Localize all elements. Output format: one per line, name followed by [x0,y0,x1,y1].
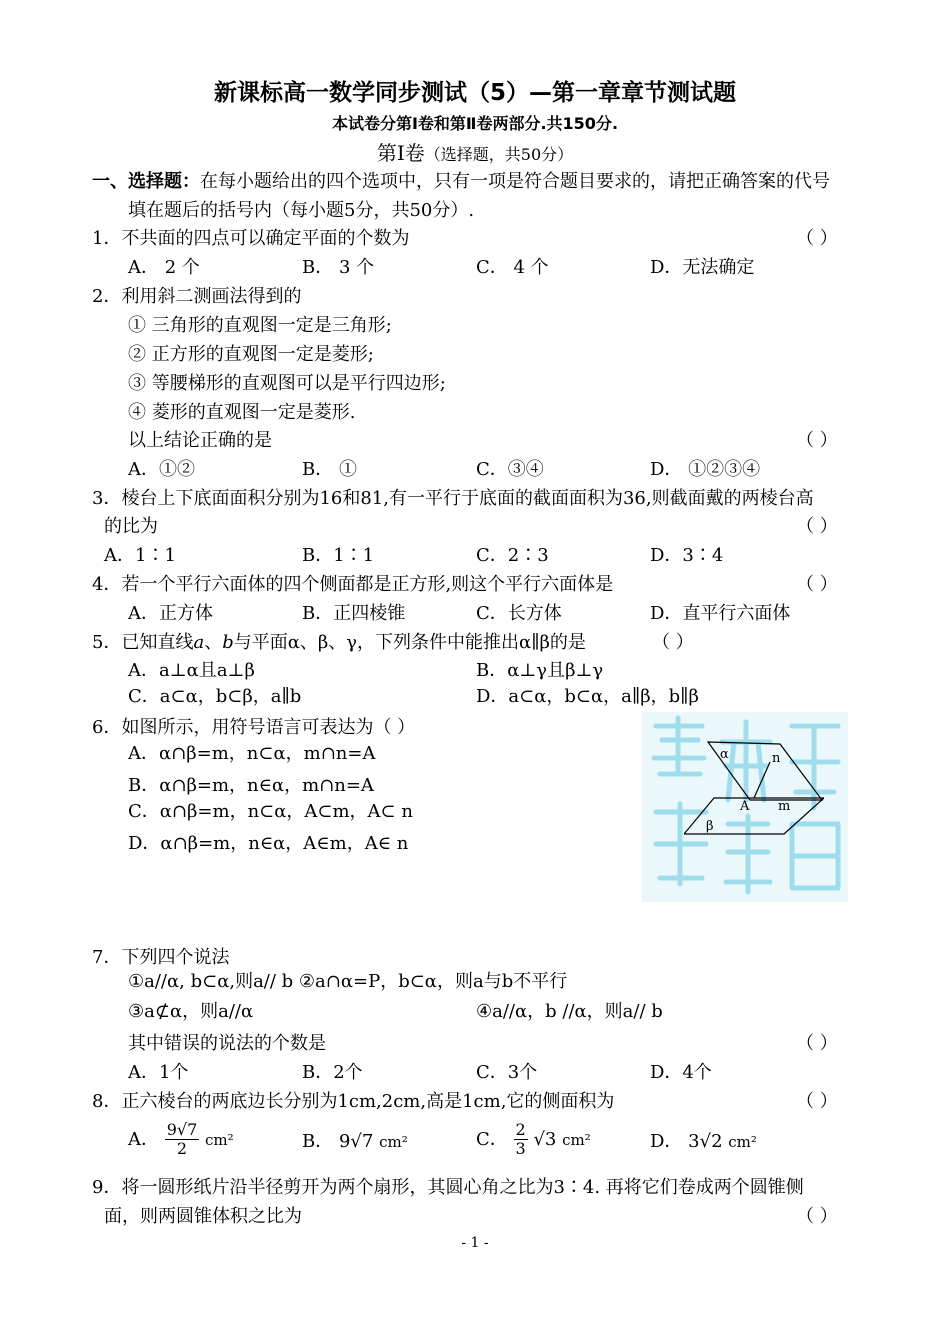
q3-stem-line-1: 3．棱台上下底面面积分别为16和81,有一平行于底面的截面面积为36,则截面戴的两棱台高 [92,488,814,509]
q5-stem [92,634,586,652]
q5-option-d: D．a⊂α，b⊂α，a∥β，b∥β [476,686,699,707]
page-title: 新课标高一数学同步测试（5）—第一章章节测试题 [213,80,736,106]
plane-beta-shape [684,798,824,834]
q3-option-a: A．1∶1 [104,545,176,566]
q8-stem: 8．正六棱台的两底边长分别为1cm,2cm,高是1cm,它的侧面积为 [92,1091,615,1112]
q7-answer-paren: （ ） [796,1033,838,1054]
q7-statement-4: ④a//α，b //α，则a// b [476,1001,663,1022]
q6-option-b: B．α∩β=m，n∈α，m∩n=A [128,775,374,796]
q3-option-b: B．1∶1 [302,545,375,566]
q8-option-d-value: 3√2 [688,1131,723,1152]
q7-stem: 7．下列四个说法 [92,947,230,968]
q4-option-a: A．正方体 [128,603,213,624]
instruction-line-1: 在每小题给出的四个选项中，只有一项是符合题目要求的，请把正确答案的代号 [200,171,830,192]
q6-option-d: D．α∩β=m，n∈α，A∈m，A∈ n [128,833,409,854]
q8-option-d-unit: cm² [728,1133,757,1151]
q5-stem-pre: 5．已知直线 [92,632,194,653]
page-number: - 1 - [461,1235,489,1251]
q5-stem-sep: 、 [204,632,223,653]
q1-option-d: D．无法确定 [650,257,755,278]
q8-option-d-label: D． [650,1131,683,1152]
q1-answer-paren: （ ） [796,228,838,249]
q8-option-b [302,1133,408,1151]
q8-option-a-fraction [165,1121,200,1159]
q8-option-a-label: A． [128,1128,159,1150]
q8-option-b-label: B． [302,1131,334,1152]
q1-option-a: A． 2 个 [128,257,200,278]
part-main: 第Ⅰ卷 [376,141,425,165]
q6-stem: 6．如图所示，用符号语言可表达为（ ） [92,717,416,738]
q7-option-b: B．2个 [302,1062,363,1083]
q8-option-c-numerator: 2 [515,1120,526,1139]
q5-option-a: A．a⊥α且a⊥β [128,660,255,681]
q8-option-c-label: C． [476,1128,508,1150]
q7-prompt: 其中错误的说法的个数是 [128,1033,326,1054]
q8-option-c-fraction [514,1121,528,1159]
q8-option-c-denominator: 3 [515,1139,526,1159]
q2-statement-4: ④ 菱形的直观图一定是菱形. [128,402,356,423]
q4-option-c: C．长方体 [476,603,562,624]
q8-option-b-unit: cm² [379,1133,408,1151]
q8-option-b-value: 9√7 [338,1131,374,1152]
q4-stem: 4．若一个平行六面体的四个侧面都是正方形,则这个平行六面体是 [92,574,614,595]
part-note: （选择题，共50分） [424,145,574,164]
q6-planes-figure [684,736,824,840]
q6-option-a: A．α∩β=m，n⊂α，m∩n=A [128,743,376,764]
instruction-line-2: 填在题后的括号内（每小题5分，共50分）. [128,200,475,221]
q3-stem-line-2: 的比为 [104,516,158,537]
q2-stem: 2．利用斜二测画法得到的 [92,286,302,307]
q3-answer-paren: （ ） [796,516,838,537]
q1-option-c: C． 4 个 [476,257,549,278]
q4-answer-paren: （ ） [796,574,838,595]
section-label: 一、选择题： [92,171,200,192]
q8-option-c-unit: cm² [562,1130,591,1149]
page-subtitle: 本试卷分第Ⅰ卷和第Ⅱ卷两部分.共150分. [331,114,619,133]
q2-option-a: A．①② [128,459,195,480]
q5-option-b: B．α⊥γ且β⊥γ [476,660,604,681]
part-heading [0,143,950,163]
q2-statement-3: ③ 等腰梯形的直观图可以是平行四边形; [128,373,446,394]
q2-option-d: D． ①②③④ [650,459,761,480]
q8-option-a-denominator: 2 [176,1139,188,1159]
q5-stem-var-a: a [193,632,205,653]
q8-answer-paren: （ ） [796,1091,838,1112]
q5-option-c: C．a⊂α，b⊂β，a∥b [128,686,302,707]
q2-statement-2: ② 正方形的直观图一定是菱形; [128,344,374,365]
label-alpha: α [720,747,729,762]
q7-option-a: A．1个 [128,1062,189,1083]
section-instruction [92,173,830,191]
label-beta: β [706,819,714,834]
q8-option-c-root: √3 [533,1128,557,1150]
q8-option-d [650,1133,757,1151]
q8-option-a [128,1121,234,1159]
q9-answer-paren: （ ） [796,1206,838,1227]
label-point-a: A [740,799,750,814]
q2-answer-paren: （ ） [796,430,838,451]
q5-answer-paren: （ ） [652,632,694,653]
q4-option-d: D．直平行六面体 [650,603,791,624]
q1-stem: 1．不共面的四点可以确定平面的个数为 [92,228,410,249]
q2-option-c: C．③④ [476,459,544,480]
q7-option-d: D．4个 [650,1062,712,1083]
q2-option-b: B． ① [302,459,357,480]
label-m: m [778,799,791,814]
q2-statement-1: ① 三角形的直观图一定是三角形; [128,315,392,336]
q6-option-c: C．α∩β=m，n⊂α，A⊂m，A⊂ n [128,801,413,822]
q7-statement-1-2: ①a//α, b⊂α,则a// b ②a∩α=P，b⊂α，则a与b不平行 [128,971,568,992]
label-n: n [772,751,781,766]
q4-option-b: B．正四棱锥 [302,603,406,624]
q7-statement-3: ③a⊄α，则a//α [128,1001,254,1022]
q7-option-c: C．3个 [476,1062,538,1083]
q2-prompt: 以上结论正确的是 [128,430,272,451]
q5-stem-var-b: b [222,632,234,653]
q8-option-a-numerator: 9√7 [166,1120,198,1139]
q5-stem-post: 与平面α、β、γ，下列条件中能推出α∥β的是 [233,632,586,653]
q8-option-a-unit: cm² [205,1130,234,1149]
q9-stem-line-1: 9．将一圆形纸片沿半径剪开为两个扇形，其圆心角之比为3∶4. 再将它们卷成两个圆锥侧 [92,1177,804,1198]
q8-option-c [476,1121,591,1159]
line-n-shape [754,762,770,798]
q9-stem-line-2: 面，则两圆锥体积之比为 [104,1206,302,1227]
q1-option-b: B． 3 个 [302,257,375,278]
q3-option-d: D．3∶4 [650,545,724,566]
q3-option-c: C．2∶3 [476,545,549,566]
